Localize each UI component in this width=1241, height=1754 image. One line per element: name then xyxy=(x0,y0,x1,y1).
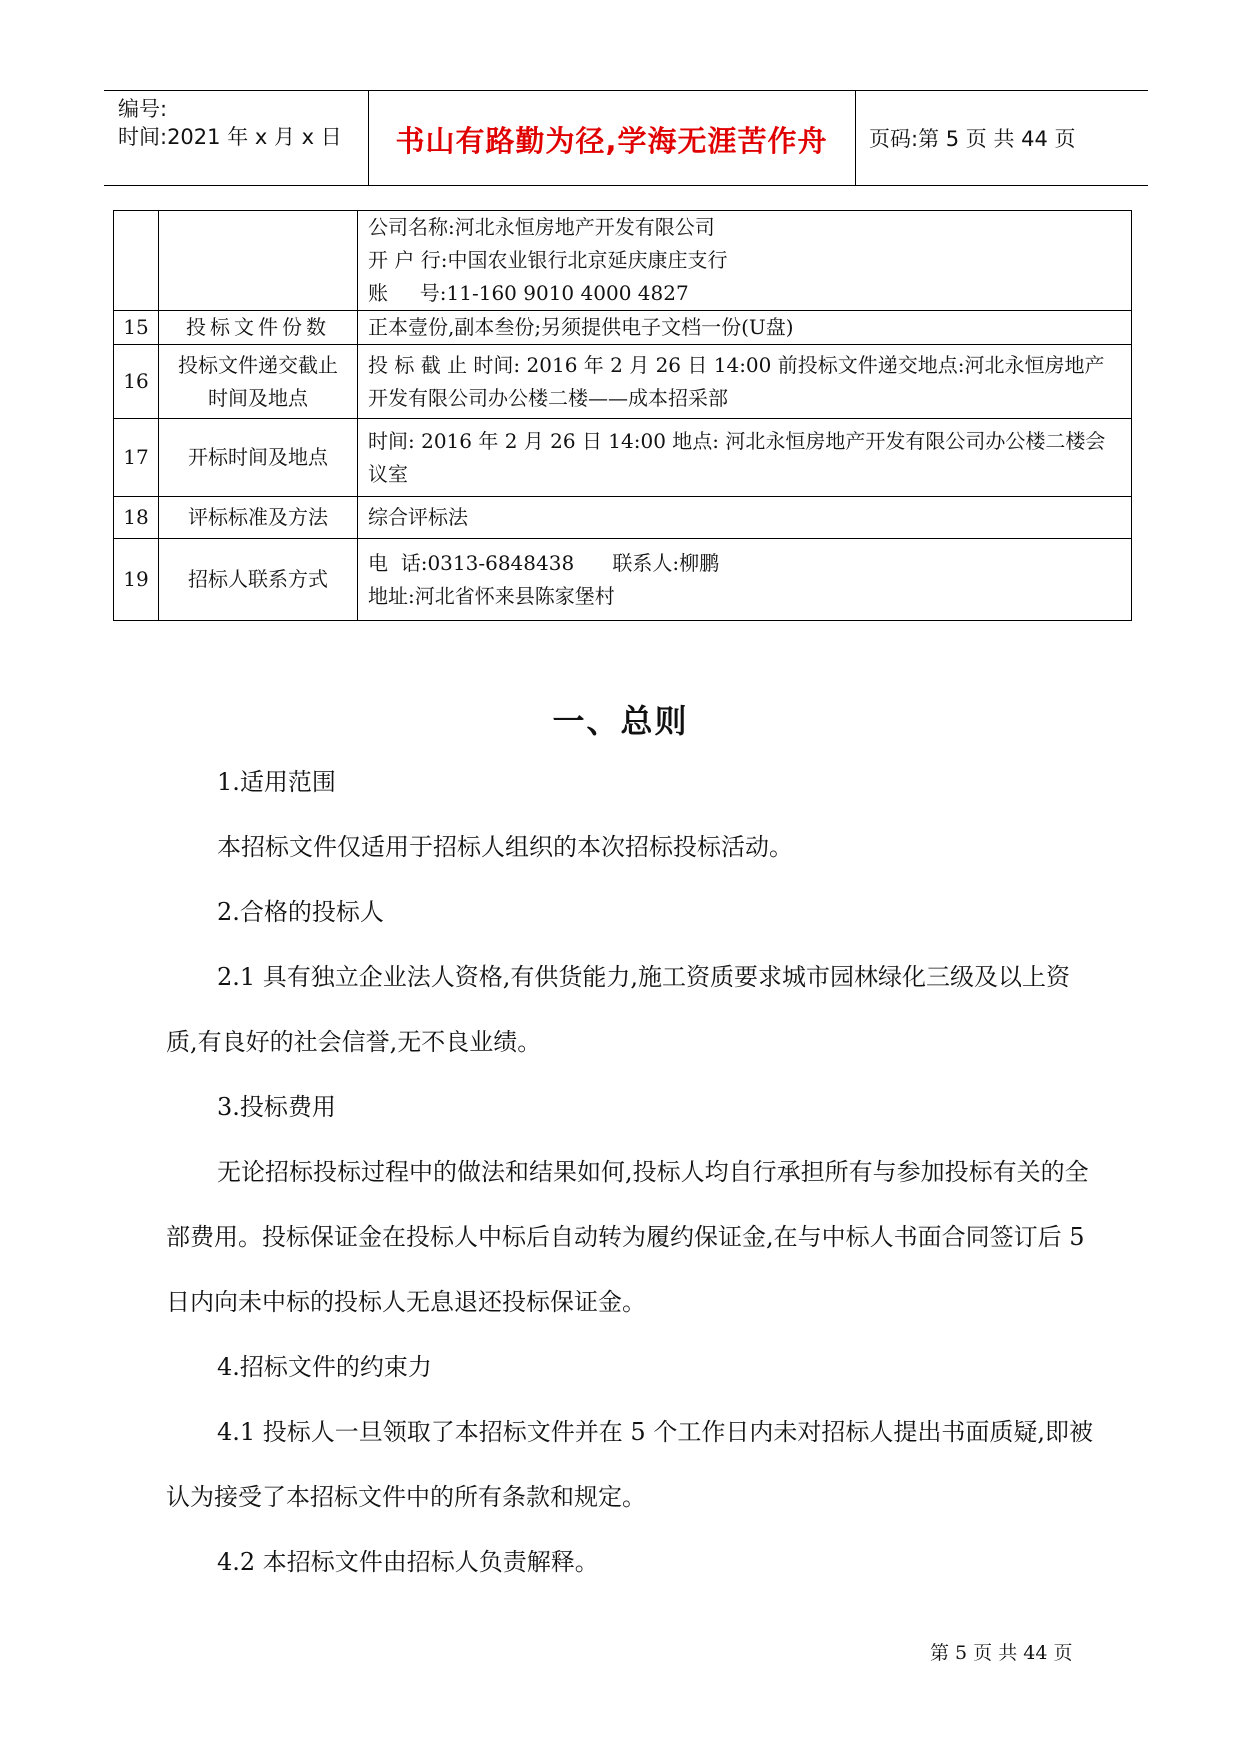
row-item-name: 开标时间及地点 xyxy=(159,419,358,497)
row-number xyxy=(114,211,159,311)
subsection-heading: 4.招标文件的约束力 xyxy=(217,1353,432,1381)
row-number: 17 xyxy=(114,419,159,497)
value-line: 开 户 行:中国农业银行北京延庆康庄支行 xyxy=(368,248,728,272)
row-number: 18 xyxy=(114,497,159,539)
value-line: 综合评标法 xyxy=(368,505,468,529)
value-line: 账 号:11-160 9010 4000 4827 xyxy=(368,281,689,305)
table-row xyxy=(114,345,1132,419)
row-item-value xyxy=(358,345,1132,419)
row-item-name xyxy=(159,211,358,311)
subsection-heading: 1.适用范围 xyxy=(217,768,336,796)
row-item-value xyxy=(358,211,1132,311)
body-paragraph: 本招标文件仅适用于招标人组织的本次招标投标活动。 xyxy=(217,833,793,861)
subsection-heading: 2.合格的投标人 xyxy=(217,898,384,926)
document-number-label: 编号: xyxy=(118,97,168,121)
page-header xyxy=(104,90,1148,186)
table-row xyxy=(114,211,1132,311)
value-line: 电 话:0313-6848438 联系人:柳鹏 xyxy=(368,550,720,575)
row-item-value xyxy=(358,419,1132,497)
page-footer-number: 第 5 页 共 44 页 xyxy=(930,1642,1073,1664)
row-number: 16 xyxy=(114,345,159,419)
table-row xyxy=(114,311,1132,345)
row-item-name: 投标文件递交截止时间及地点 xyxy=(159,345,358,419)
row-number: 19 xyxy=(114,539,159,621)
header-center-cell xyxy=(368,91,856,185)
subsection-heading: 3.投标费用 xyxy=(217,1093,336,1121)
value-line: 地址:河北省怀来县陈家堡村 xyxy=(368,583,615,608)
row-item-name: 评标标准及方法 xyxy=(159,497,358,539)
row-item-name: 招标人联系方式 xyxy=(159,539,358,621)
table-row xyxy=(114,497,1132,539)
table-row xyxy=(114,419,1132,497)
table-row xyxy=(114,539,1132,621)
row-item-value xyxy=(358,539,1132,621)
body-paragraph: 2.1 具有独立企业法人资格,有供货能力,施工资质要求城市园林绿化三级及以上资质,有良好的社会信誉,无不良业绩。 xyxy=(166,963,1071,1056)
document-time-label: 时间:2021 年 x 月 x 日 xyxy=(118,125,342,149)
header-right-cell xyxy=(855,91,1148,185)
bid-info-table xyxy=(113,210,1132,621)
header-left-cell xyxy=(104,91,369,185)
row-item-value xyxy=(358,497,1132,539)
value-line: 正本壹份,副本叁份;另须提供电子文档一份(U盘) xyxy=(368,315,794,339)
section-title: 一、总则 xyxy=(552,702,689,740)
header-motto: 书山有路勤为径,学海无涯苦作舟 xyxy=(395,124,828,158)
body-paragraph: 无论招标投标过程中的做法和结果如何,投标人均自行承担所有与参加投标有关的全部费用。投标保证金在投标人中标后自动转为履约保证金,在与中标人书面合同签订后 5 日内向未中标的投标人无息退还投标保证金。 xyxy=(166,1158,1089,1316)
row-item-name: 投标文件份数 xyxy=(159,311,358,345)
value-line: 公司名称:河北永恒房地产开发有限公司 xyxy=(368,215,715,239)
body-paragraph: 4.1 投标人一旦领取了本招标文件并在 5 个工作日内未对招标人提出书面质疑,即被认为接受了本招标文件中的所有条款和规定。 xyxy=(166,1418,1093,1511)
body-paragraph: 4.2 本招标文件由招标人负责解释。 xyxy=(217,1548,599,1576)
row-number: 15 xyxy=(114,311,159,345)
value-line: 投 标 截 止 时间: 2016 年 2 月 26 日 14:00 前投标文件递交地点:河北永恒房地产开发有限公司办公楼二楼——成本招采部 xyxy=(368,352,1105,410)
value-line: 时间: 2016 年 2 月 26 日 14:00 地点: 河北永恒房地产开发有限公司办公楼二楼会议室 xyxy=(368,428,1106,486)
header-page-number: 页码:第 5 页 共 44 页 xyxy=(869,127,1076,151)
row-item-value xyxy=(358,311,1132,345)
section-body xyxy=(166,750,1096,1595)
